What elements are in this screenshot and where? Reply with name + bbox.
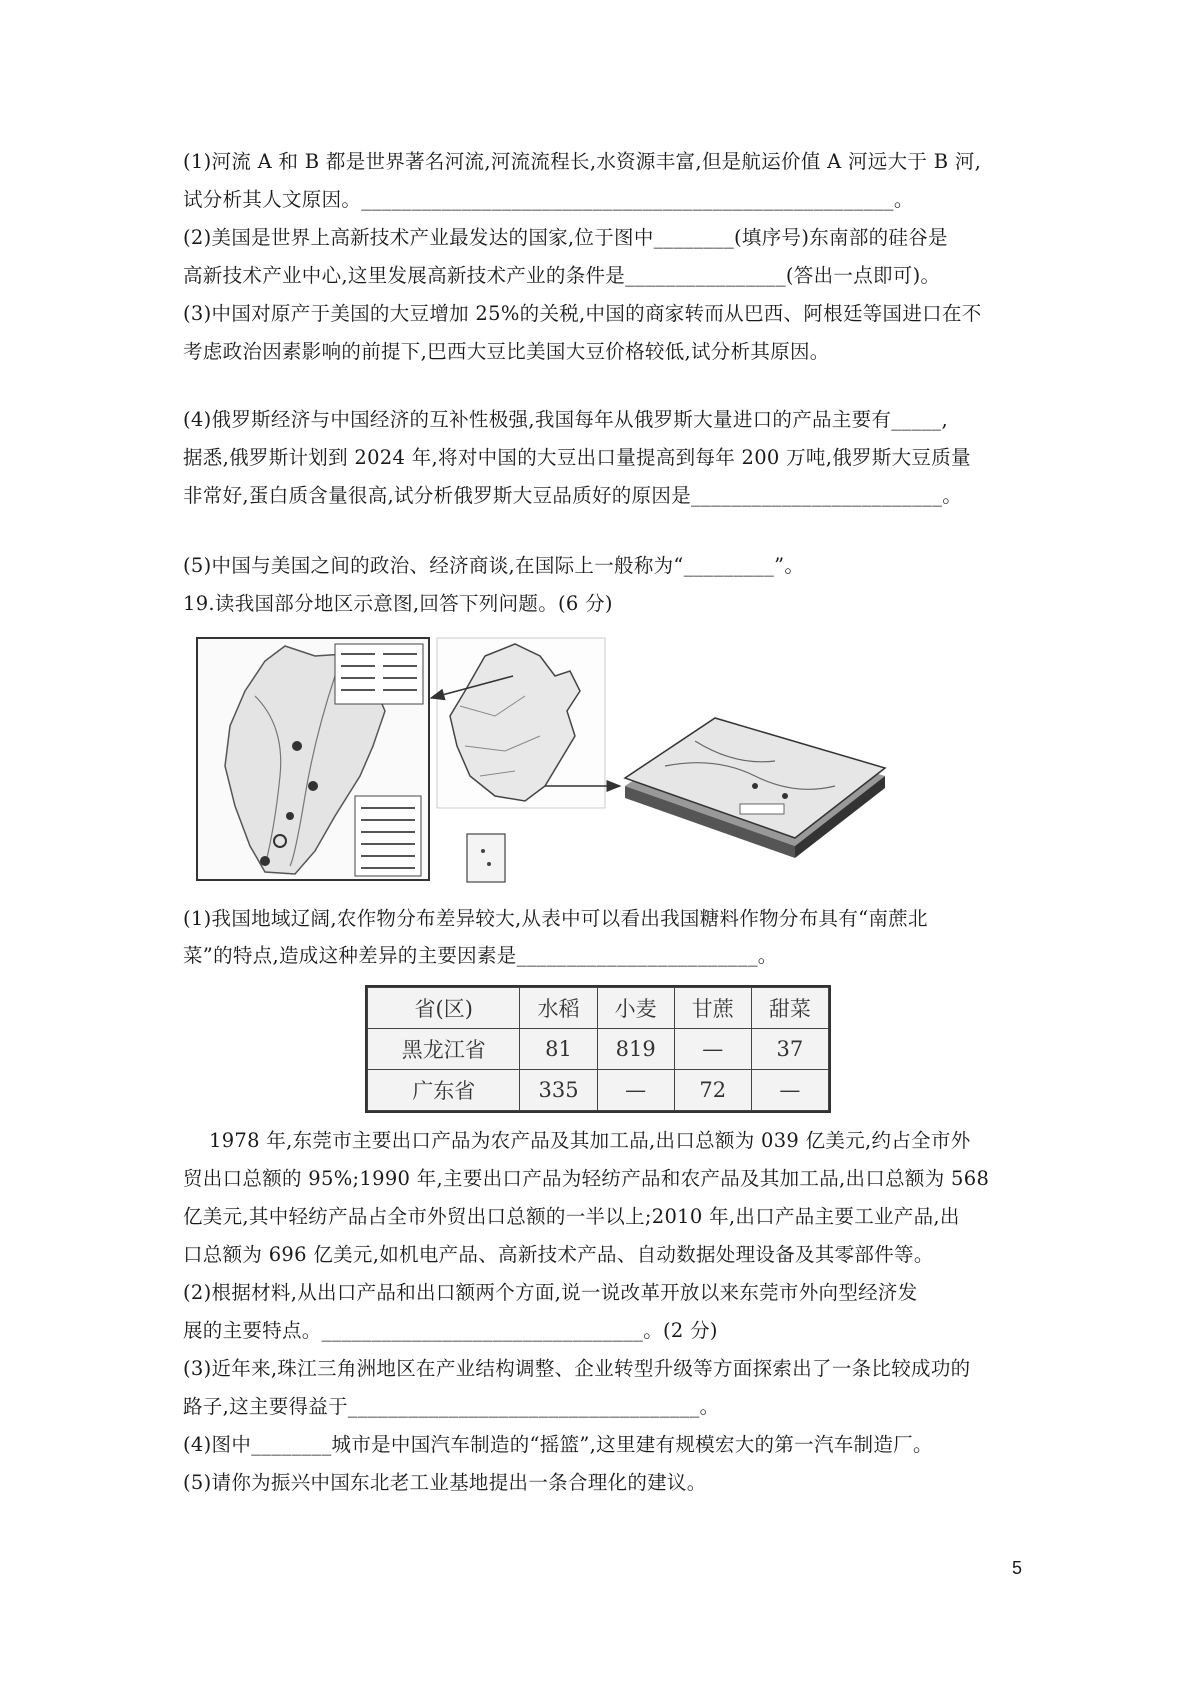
table-cell: 黑龙江省 bbox=[368, 1029, 520, 1070]
table-row bbox=[368, 1029, 829, 1070]
northeast-map bbox=[197, 638, 429, 880]
crop-production-table bbox=[365, 985, 831, 1113]
table-row bbox=[368, 1070, 829, 1111]
q19-part1-line2: 菜”的特点,造成这种差异的主要因素是________________________。 bbox=[183, 944, 778, 967]
dongguan-material-line1: 1978 年,东莞市主要出口产品为农产品及其加工品,出口总额为 039 亿美元,约占全市外 bbox=[183, 1129, 971, 1152]
china-map bbox=[437, 638, 605, 882]
table-cell: — bbox=[751, 1070, 828, 1111]
q18-part4-line2: 据悉,俄罗斯计划到 2024 年,将对中国的大豆出口量提高到每年 200 万吨,俄罗斯大豆质量 bbox=[183, 446, 971, 469]
q18-part4-line3: 非常好,蛋白质含量很高,试分析俄罗斯大豆品质好的原因是_________________________。 bbox=[183, 484, 963, 507]
table-cell: 819 bbox=[597, 1029, 674, 1070]
table-header-cell: 甘蔗 bbox=[674, 988, 751, 1029]
q19-part3-line1: (3)近年来,珠江三角洲地区在产业结构调整、企业转型升级等方面探索出了一条比较成功的 bbox=[183, 1357, 971, 1380]
region-map-figure bbox=[195, 636, 1055, 886]
q19-part5: (5)请你为振兴中国东北老工业基地提出一条合理化的建议。 bbox=[183, 1471, 707, 1494]
table-header-cell: 甜菜 bbox=[751, 988, 828, 1029]
table-header-cell: 省(区) bbox=[368, 988, 520, 1029]
table-cell: 81 bbox=[520, 1029, 597, 1070]
q18-part2-line1: (2)美国是世界上高新技术产业最发达的国家,位于图中________(填序号)东南部的硅谷是 bbox=[183, 226, 948, 249]
dongguan-material-line4: 口总额为 696 亿美元,如机电产品、高新技术产品、自动数据处理设备及其零部件等。 bbox=[183, 1243, 934, 1266]
q18-part5-line1: (5)中国与美国之间的政治、经济商谈,在国际上一般称为“_________”。 bbox=[183, 554, 805, 577]
q18-part2-line2: 高新技术产业中心,这里发展高新技术产业的条件是________________(答出一点即可)。 bbox=[183, 264, 941, 287]
q19-part3-line2: 路子,这主要得益于___________________________________。 bbox=[183, 1395, 720, 1418]
q18-part4-line1: (4)俄罗斯经济与中国经济的互补性极强,我国每年从俄罗斯大量进口的产品主要有_____, bbox=[183, 408, 948, 431]
pearl-river-delta-map bbox=[625, 718, 885, 858]
q18-part1-line2: 试分析其人文原因。_____________________________________________________。 bbox=[183, 188, 914, 211]
q18-part1-line1: (1)河流 A 和 B 都是世界著名河流,河流流程长,水资源丰富,但是航运价值 A 河远大于 B 河, bbox=[183, 150, 982, 173]
q19-part4: (4)图中________城市是中国汽车制造的“摇篮”,这里建有规模宏大的第一汽车制造厂。 bbox=[183, 1433, 933, 1456]
table-cell: 37 bbox=[751, 1029, 828, 1070]
table-cell: — bbox=[597, 1070, 674, 1111]
table-cell: 72 bbox=[674, 1070, 751, 1111]
q19-part2-line1: (2)根据材料,从出口产品和出口额两个方面,说一说改革开放以来东莞市外向型经济发 bbox=[183, 1281, 918, 1304]
dongguan-material-line2: 贸出口总额的 95%;1990 年,主要出口产品为轻纺产品和农产品及其加工品,出口总额为 568 bbox=[183, 1167, 990, 1190]
q19-part1-line1: (1)我国地域辽阔,农作物分布差异较大,从表中可以看出我国糖料作物分布具有“南蔗北 bbox=[183, 907, 928, 930]
q18-part3-line2: 考虑政治因素影响的前提下,巴西大豆比美国大豆价格较低,试分析其原因。 bbox=[183, 340, 830, 363]
q18-part3-line1: (3)中国对原产于美国的大豆增加 25%的关税,中国的商家转而从巴西、阿根廷等国进口在不 bbox=[183, 302, 982, 325]
table-header-cell: 小麦 bbox=[597, 988, 674, 1029]
table-header-row bbox=[368, 988, 829, 1029]
table-cell: 335 bbox=[520, 1070, 597, 1111]
table-cell: 广东省 bbox=[368, 1070, 520, 1111]
page-number: 5 bbox=[1012, 1558, 1023, 1578]
table-header-cell: 水稻 bbox=[520, 988, 597, 1029]
q19-heading: 19.读我国部分地区示意图,回答下列问题。(6 分) bbox=[183, 592, 613, 615]
q19-part2-line2: 展的主要特点。________________________________。(2 分) bbox=[183, 1319, 718, 1342]
table-cell: — bbox=[674, 1029, 751, 1070]
dongguan-material-line3: 亿美元,其中轻纺产品占全市外贸出口总额的一半以上;2010 年,出口产品主要工业产品,出 bbox=[183, 1205, 960, 1228]
